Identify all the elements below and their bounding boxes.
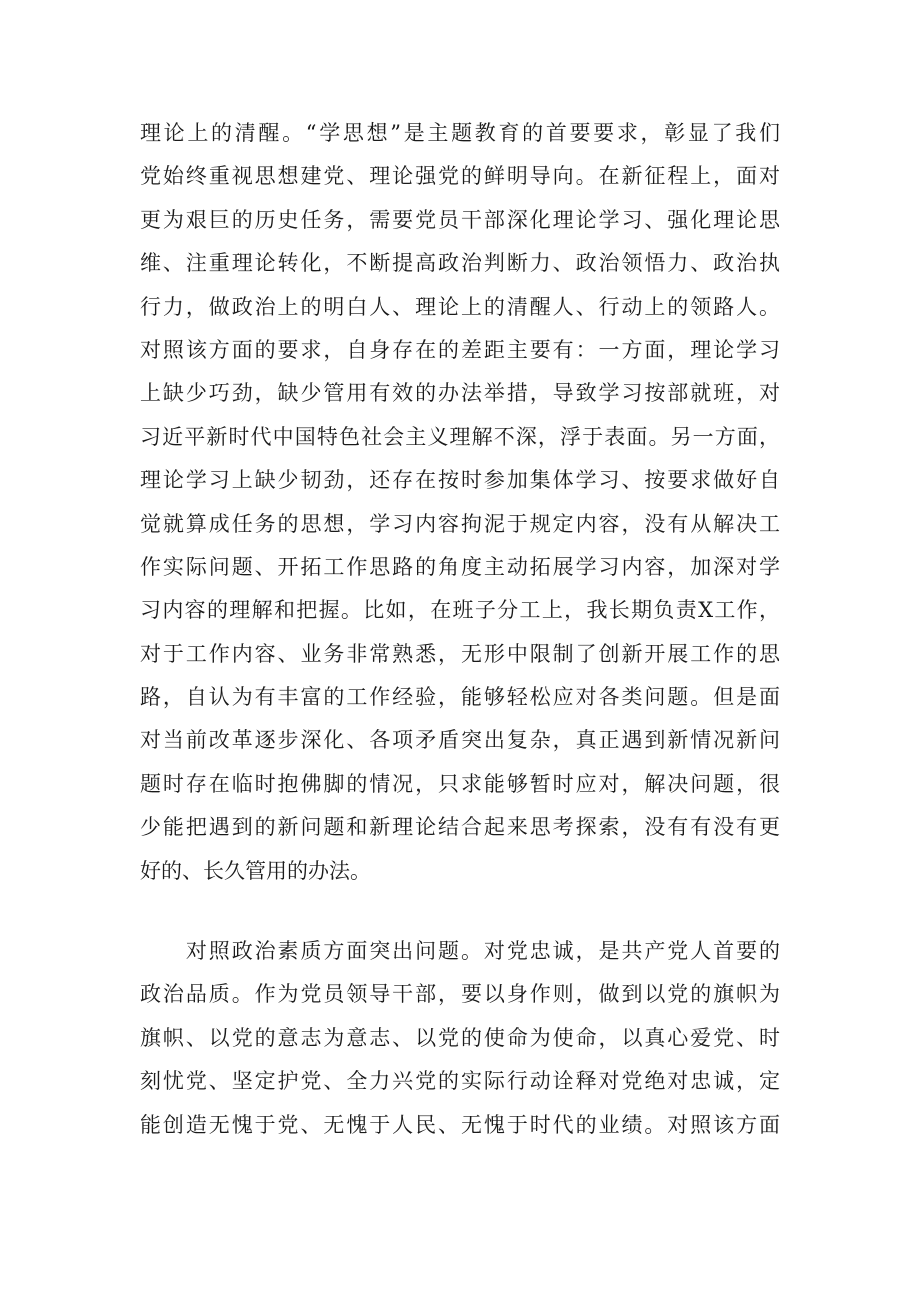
text-line: 觉就算成任务的思想，学习内容拘泥于规定内容，没有从解决工: [140, 511, 780, 536]
text-line: 对照政治素质方面突出问题。对党忠诚，是共产党人首要的: [140, 939, 780, 963]
text-line: 能创造无愧于党、无愧于人民、无愧于时代的业绩。对照该方面: [140, 1112, 780, 1137]
text-line: 对于工作内容、业务非常熟悉，无形中限制了创新开展工作的思: [140, 641, 780, 666]
text-line: 理论上的清醒。“学思想”是主题教育的首要要求，彰显了我们: [140, 121, 780, 145]
text-line: 上缺少巧劲，缺少管用有效的办法举措，导致学习按部就班，对: [140, 381, 780, 406]
text-line: 对当前改革逐步深化、各项矛盾突出复杂，真正遇到新情况新问: [140, 728, 780, 753]
text-line: 维、注重理论转化，不断提高政治判断力、政治领悟力、政治执: [140, 251, 780, 276]
text-line: 好的、长久管用的办法。: [140, 858, 371, 883]
text-line: 作实际问题、开拓工作思路的角度主动拓展学习内容，加深对学: [140, 554, 780, 579]
text-line: 旗帜、以党的意志为意志、以党的使命为使命，以真心爱党、时: [140, 1025, 780, 1050]
text-line: 习内容的理解和把握。比如，在班子分工上，我长期负责X工作，: [140, 598, 780, 623]
text-line: 刻忧党、坚定护党、全力兴党的实际行动诠释对党绝对忠诚，定: [140, 1069, 780, 1094]
paragraph-political-quality: [140, 930, 780, 1147]
text-line: 行力，做政治上的明白人、理论上的清醒人、行动上的领路人。: [140, 294, 780, 319]
text-line: 党始终重视思想建党、理论强党的鲜明导向。在新征程上，面对: [140, 164, 780, 189]
text-line: 理论学习上缺少韧劲，还存在按时参加集体学习、按要求做好自: [140, 468, 780, 493]
text-line: 政治品质。作为党员领导干部，要以身作则，做到以党的旗帜为: [140, 982, 780, 1007]
text-line: 题时存在临时抱佛脚的情况，只求能够暂时应对，解决问题，很: [140, 771, 780, 796]
text-line: 对照该方面的要求，自身存在的差距主要有：一方面，理论学习: [140, 337, 780, 362]
text-line: 少能把遇到的新问题和新理论结合起来思考探索，没有有没有更: [140, 815, 780, 840]
text-line: 更为艰巨的历史任务，需要党员干部深化理论学习、强化理论思: [140, 207, 780, 232]
text-line: 路，自认为有丰富的工作经验，能够轻松应对各类问题。但是面: [140, 685, 780, 710]
text-line: 习近平新时代中国特色社会主义理解不深，浮于表面。另一方面，: [140, 424, 780, 449]
paragraph-theory-gap: [140, 112, 780, 893]
